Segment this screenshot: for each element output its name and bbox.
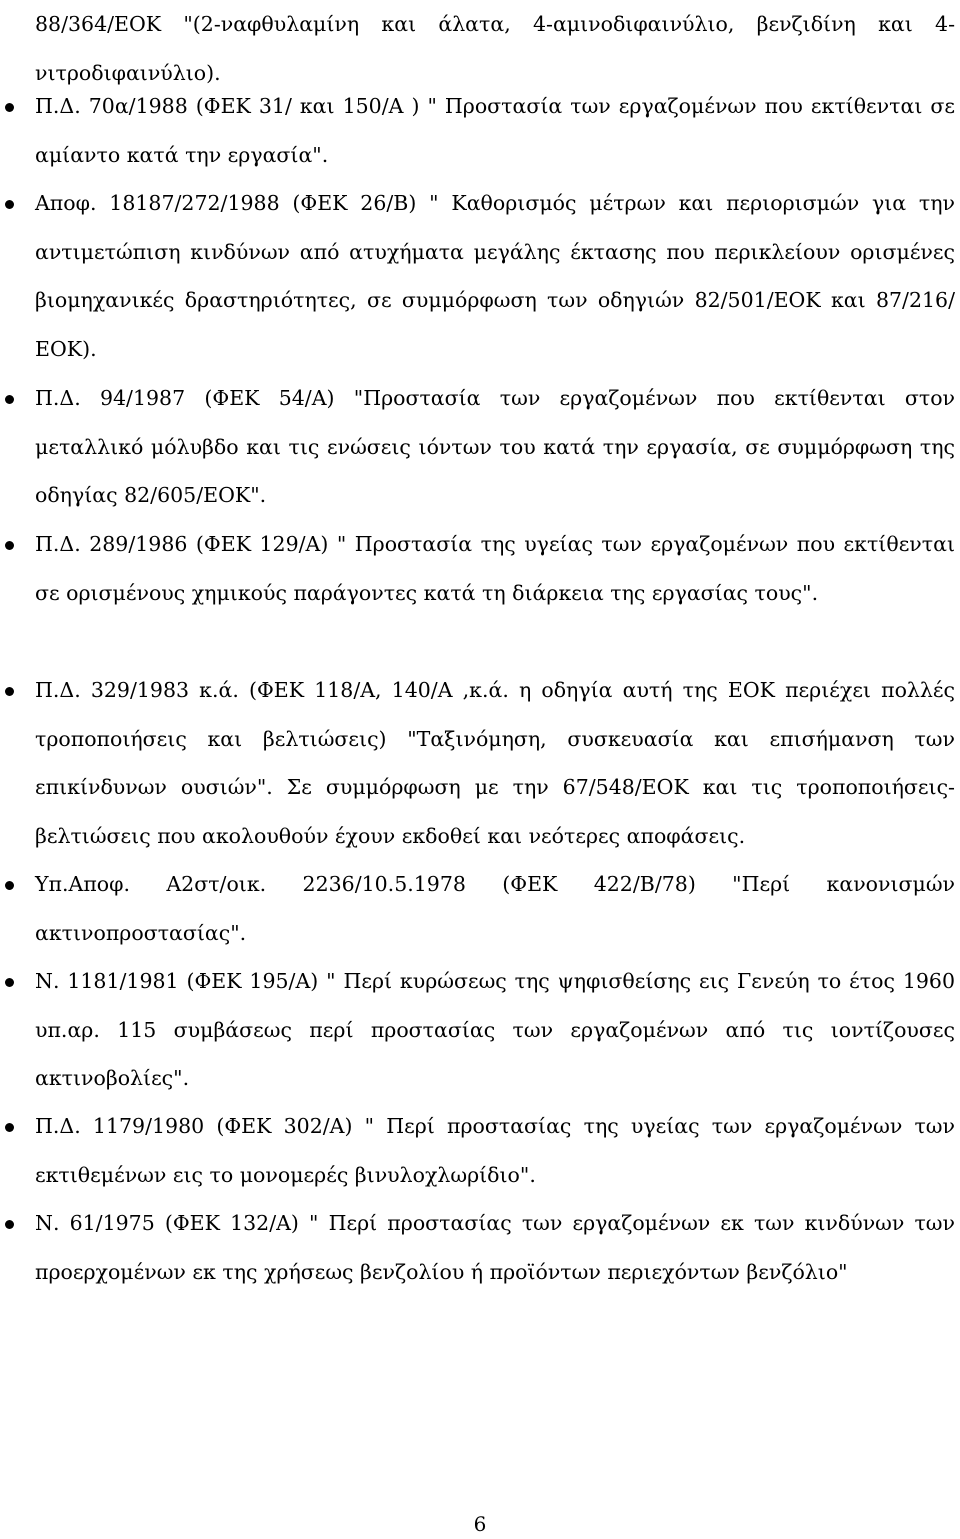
list-item — [35, 374, 955, 520]
list-item-text: Π.Δ. 329/1983 κ.ά. (ΦΕΚ 118/Α, 140/Α ,κ.ά. η οδηγία αυτή της ΕΟΚ περιέχει πολλές τροποποιήσεις και βελτιώσεις) "Ταξινόμηση, συσκευασία και επισήμανση των επικίνδυνων ουσιών". Σε συμμόρφωση με την 67/548/ΕΟΚ και τις τροποποιήσεις-βελτιώσεις που ακολουθούν έχουν εκδοθεί και νεότερες αποφάσεις. — [35, 678, 955, 848]
list-item-text: Υπ.Αποφ. Α2στ/οικ. 2236/10.5.1978 (ΦΕΚ 422/Β/78) "Περί κανονισμών ακτινοπροστασίας". — [35, 872, 955, 945]
bullet-icon — [5, 541, 14, 550]
list-item — [35, 82, 955, 179]
continuation-paragraph: 88/364/ΕΟΚ "(2-ναφθυλαμίνη και άλατα, 4-αμινοδιφαινύλιο, βενζιδίνη και 4-νιτροδιφαινύλιο). — [35, 12, 955, 85]
bullet-icon — [5, 978, 14, 987]
list-item — [35, 179, 955, 373]
page-number: 6 — [473, 1512, 487, 1536]
list-item — [35, 520, 955, 617]
bullet-icon — [5, 687, 14, 696]
list-item-text: Π.Δ. 289/1986 (ΦΕΚ 129/Α) " Προστασία της υγείας των εργαζομένων που εκτίθενται σε ορισμένους χημικούς παράγοντες κατά τη διάρκεια της εργασίας τους". — [35, 532, 955, 605]
bullet-icon — [5, 1220, 14, 1229]
list-item — [35, 666, 955, 860]
list-item — [35, 1102, 955, 1199]
bullet-icon — [5, 881, 14, 890]
list-item — [35, 957, 955, 1103]
bullet-icon — [5, 1123, 14, 1132]
list-item-text: Π.Δ. 70α/1988 (ΦΕΚ 31/ και 150/Α ) " Προστασία των εργαζομένων που εκτίθενται σε αμίαντο κατά την εργασία". — [35, 94, 955, 167]
list-item-text: Ν. 1181/1981 (ΦΕΚ 195/Α) " Περί κυρώσεως της ψηφισθείσης εις Γενεύη το έτος 1960 υπ.αρ. 115 συμβάσεως περί προστασίας των εργαζομένων από τις ιοντίζουσες ακτινοβολίες". — [35, 969, 955, 1091]
bullet-icon — [5, 103, 14, 112]
list-item-text: Ν. 61/1975 (ΦΕΚ 132/Α) " Περί προστασίας των εργαζομένων εκ των κινδύνων των προερχομένων εκ της χρήσεως βενζολίου ή προϊόντων περιεχόντων βενζόλιο" — [35, 1211, 955, 1284]
list-item-text: Π.Δ. 94/1987 (ΦΕΚ 54/Α) "Προστασία των εργαζομένων που εκτίθενται στον μεταλλικό μόλυβδο και τις ενώσεις ιόντων του κατά την εργασία, σε συμμόρφωση της οδηγίας 82/605/ΕΟΚ". — [35, 386, 955, 508]
list-item — [35, 860, 955, 957]
list-item — [35, 1199, 955, 1296]
list-item-text: Αποφ. 18187/272/1988 (ΦΕΚ 26/Β) " Καθορισμός μέτρων και περιορισμών για την αντιμετώπιση κινδύνων από ατυχήματα μεγάλης έκτασης που περικλείουν ορισμένες βιομηχανικές δραστηριότητες, σε συμμόρφωση των οδηγιών 82/501/ΕΟΚ και 87/216/ΕΟΚ). — [35, 191, 955, 361]
list-item-text: Π.Δ. 1179/1980 (ΦΕΚ 302/Α) " Περί προστασίας της υγείας των εργαζομένων των εκτιθεμένων εις το μονομερές βινυλοχλωρίδιο". — [35, 1114, 955, 1187]
bullet-icon — [5, 200, 14, 209]
bullet-icon — [5, 395, 14, 404]
